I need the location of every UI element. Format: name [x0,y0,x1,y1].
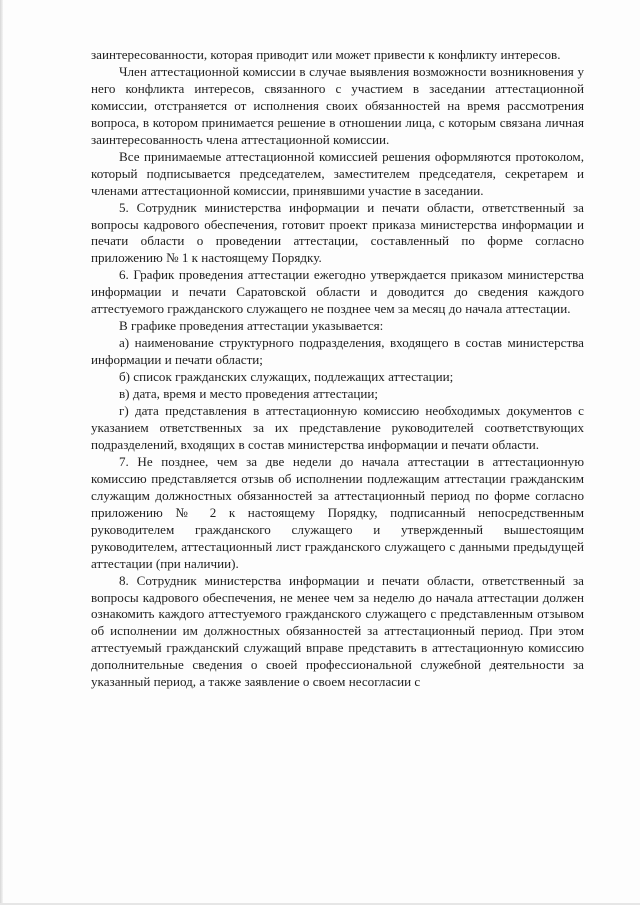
scan-edge-left [0,0,3,905]
paragraph-subitem-b: б) список гражданских служащих, подлежащих аттестации; [119,369,454,385]
paragraph-continuation: заинтересованности, которая приводит или может привести к конфликту интересов. [91,47,561,62]
paragraph-member-conflict: Член аттестационной комиссии в случае выявления возможности возникновения у него конфликта интересов, связанного с участием в заседании аттестационной комиссии, отстраняется от исполнения своих обязанностей на время рассмотрения вопроса, в котором принимается решение в отношении лица, с которым связана личная заинтересованность члена аттестационной комиссии. [91,63,584,147]
paragraph-item-7: 7. Не позднее, чем за две недели до начала аттестации в аттестационную комиссию представляется отзыв об исполнении подлежащим аттестации гражданским служащим должностных обязанностей за аттестационный период по форме согласно приложению № 2 к настоящему Порядку, подписанный непосредственным руководителем гражданского служащего и утвержденный вышестоящим руководителем, аттестационный лист гражданского служащего с данными предыдущей аттестации (при наличии). [91,453,584,571]
paragraph-subitem-g: г) дата представления в аттестационную комиссию необходимых документов с указанием ответственных за их представление руководителей соответствующих подразделений, входящих в состав министерства информации и печати области. [91,403,584,452]
paragraph-schedule-intro: В графике проведения аттестации указывается: [119,318,384,334]
paragraph-subitem-v: в) дата, время и место проведения аттестации; [119,386,379,402]
paragraph-item-6: 6. График проведения аттестации ежегодно утверждается приказом министерства информации и печати Саратовской области и доводится до сведения каждого аттестуемого гражданского служащего не позднее чем за месяц до начала аттестации. [91,267,584,317]
paragraph-item-8: 8. Сотрудник министерства информации и печати области, ответственный за вопросы кадрового обеспечения, не менее чем за неделю до начала аттестации должен ознакомить каждого аттестуемого гражданского служащего с представленным отзывом об исполнении им должностных обязанностей за аттестационный период. При этом аттестуемый гражданский служащий вправе представить в аттестационную комиссию дополнительные сведения о своей профессиональной служебной деятельности за указанный период, а также заявление о своем несогласии с [91,572,584,690]
paragraph-subitem-a: а) наименование структурного подразделения, входящего в состав министерства информации и печати области; [91,335,584,368]
paragraph-item-5: 5. Сотрудник министерства информации и печати области, ответственный за вопросы кадрового обеспечения, готовит проект приказа министерства информации и печати области о проведении аттестации, составленный по форме согласно приложению № 1 к настоящему Порядку. [91,199,584,266]
paragraph-protocol: Все принимаемые аттестационной комиссией решения оформляются протоколом, который подписывается председателем, заместителем председателя, секретарем и членами аттестационной комиссии, принявшими участие в заседании. [91,148,584,198]
